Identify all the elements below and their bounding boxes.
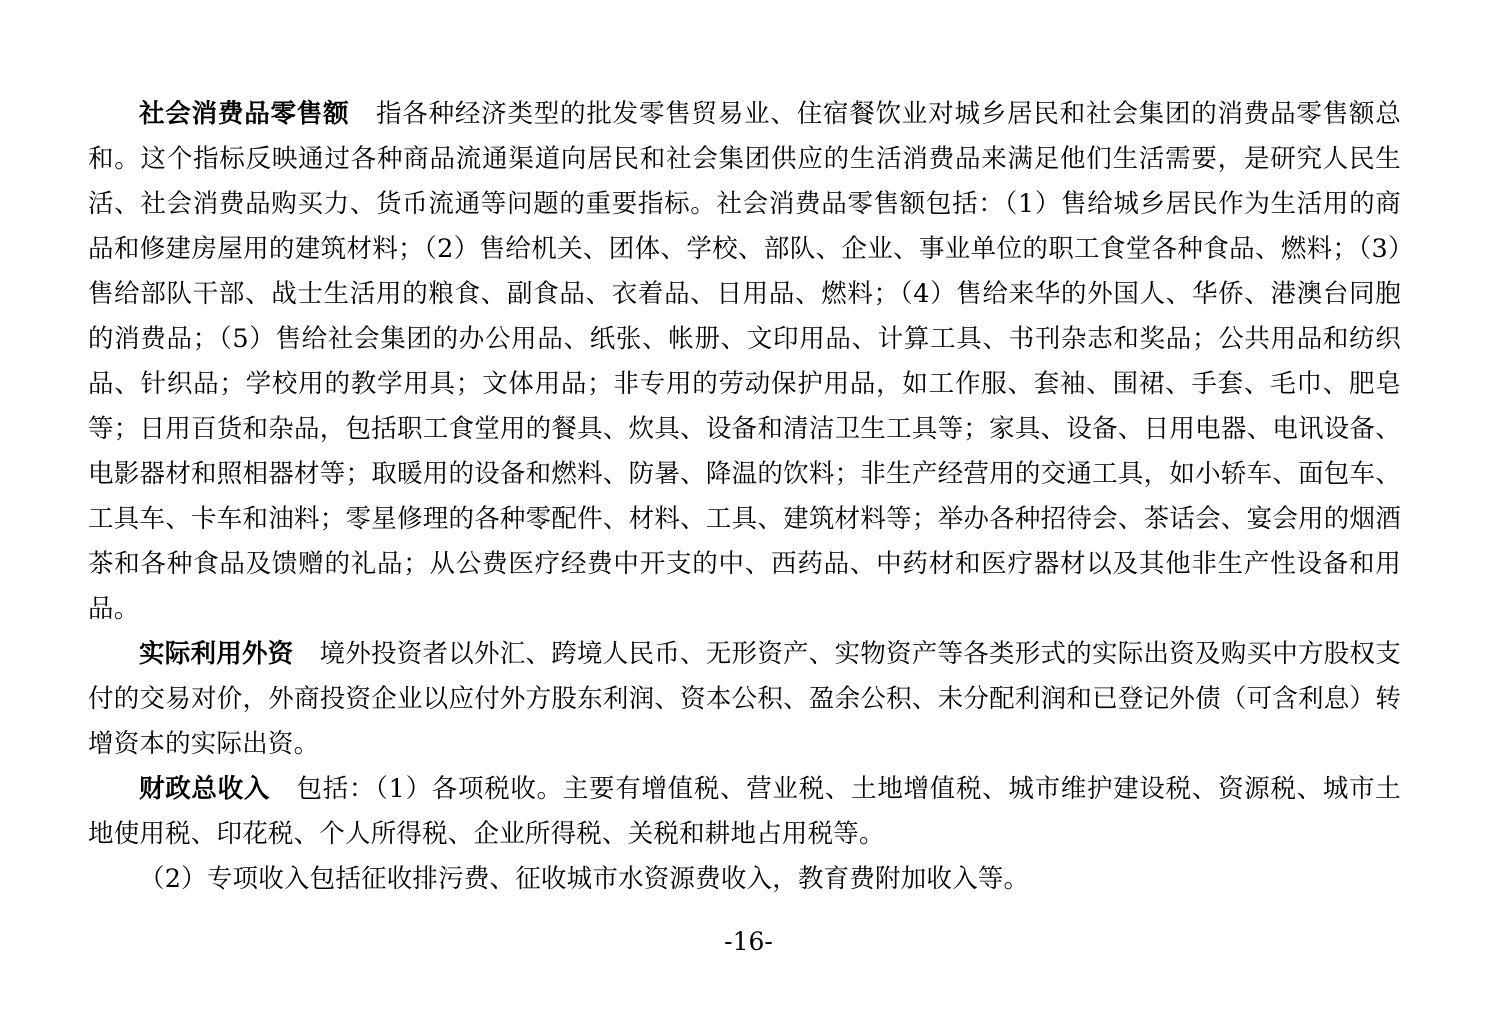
paragraph-special-revenue	[88, 857, 1401, 902]
paragraph-total-fiscal-revenue	[88, 767, 1401, 857]
paragraph-body: （2）专项收入包括征收排污费、征收城市水资源费收入，教育费附加收入等。	[139, 864, 1030, 894]
term-foreign-investment: 实际利用外资	[139, 639, 294, 669]
page-number: -16-	[724, 927, 773, 956]
paragraph-retail-sales	[88, 92, 1401, 632]
paragraph-body: 包括：（1）各项税收。主要有增值税、营业税、土地增值税、城市维护建设税、资源税、城市土地使用税、印花税、个人所得税、企业所得税、关税和耕地占用税等。	[88, 774, 1401, 849]
paragraph-foreign-investment	[88, 632, 1401, 767]
term-retail-sales: 社会消费品零售额	[139, 99, 350, 129]
paragraph-body: 指各种经济类型的批发零售贸易业、住宿餐饮业对城乡居民和社会集团的消费品零售额总和。这个指标反映通过各种商品流通渠道向居民和社会集团供应的生活消费品来满足他们生活需要，是研究人民生活、社会消费品购买力、货币流通等问题的重要指标。社会消费品零售额包括：（1）售给城乡居民作为生活用的商品和修建房屋用的建筑材料；（2）售给机关、团体、学校、部队、企业、事业单位的职工食堂各种食品、燃料；（3）售给部队干部、战士生活用的粮食、副食品、衣着品、日用品、燃料；（4）售给来华的外国人、华侨、港澳台同胞的消费品；（5）售给社会集团的办公用品、纸张、帐册、文印用品、计算工具、书刊杂志和奖品；公共用品和纺织品、针织品；学校用的教学用具；文体用品；非专用的劳动保护用品，如工作服、套袖、围裙、手套、毛巾、肥皂等；日用百货和杂品，包括职工食堂用的餐具、炊具、设备和清洁卫生工具等；家具、设备、日用电器、电讯设备、电影器材和照相器材等；取暖用的设备和燃料、防暑、降温的饮料；非生产经营用的交通工具，如小轿车、面包车、工具车、卡车和油料；零星修理的各种零配件、材料、工具、建筑材料等；举办各种招待会、茶话会、宴会用的烟酒茶和各种食品及馈赠的礼品；从公费医疗经费中开支的中、西药品、中药材和医疗器材以及其他非生产性设备和用品。	[88, 99, 1401, 624]
paragraph-body: 境外投资者以外汇、跨境人民币、无形资产、实物资产等各类形式的实际出资及购买中方股权支付的交易对价，外商投资企业以应付外方股东利润、资本公积、盈余公积、未分配利润和已登记外债（可含利息）转增资本的实际出资。	[88, 639, 1401, 759]
term-total-fiscal-revenue: 财政总收入	[139, 774, 271, 804]
